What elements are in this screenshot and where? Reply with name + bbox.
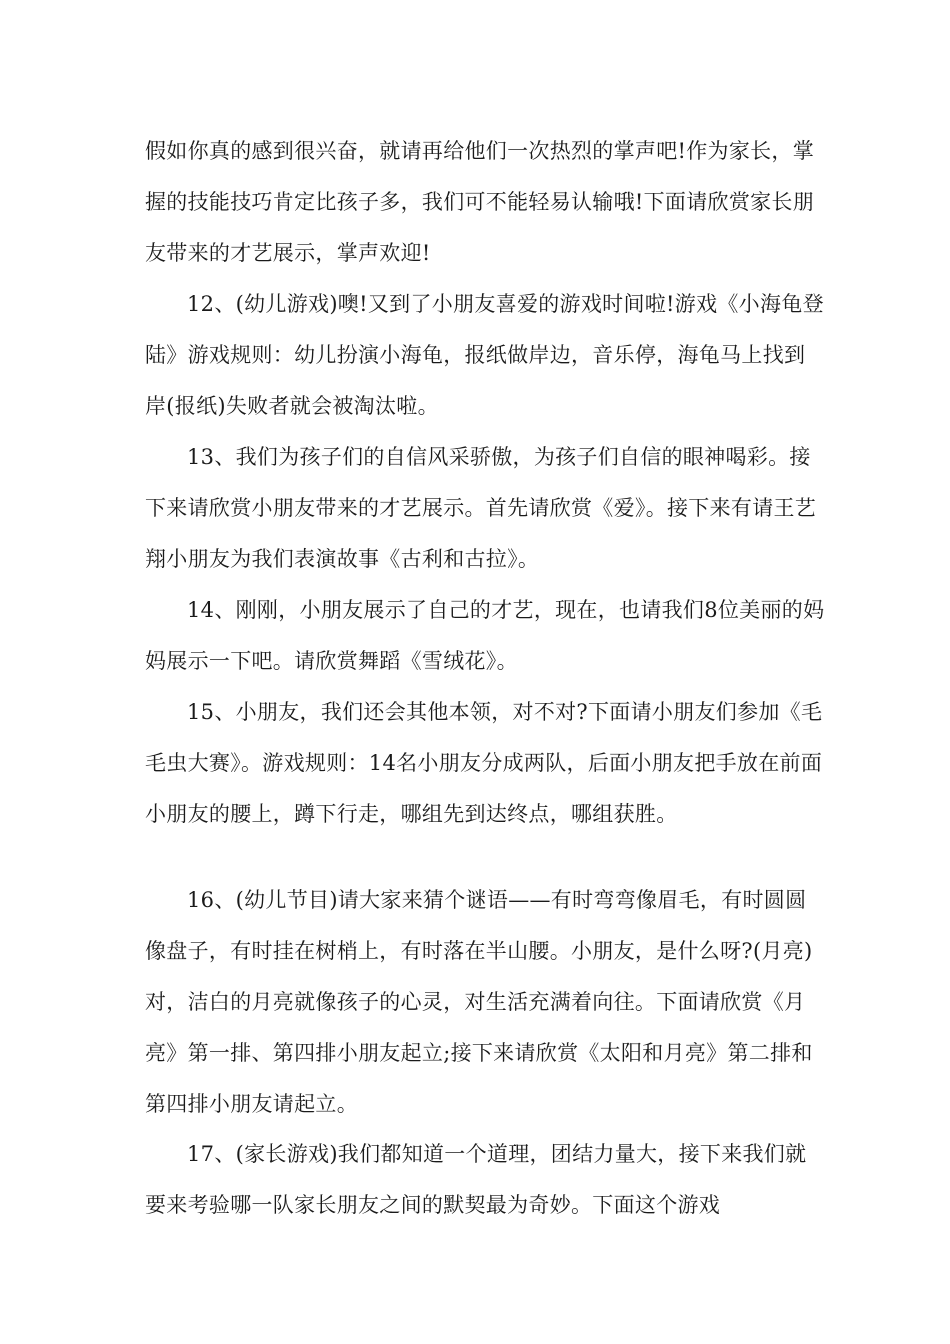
paragraph-item-15: 15、小朋友，我们还会其他本领，对不对?下面请小朋友们参加《毛毛虫大赛》。游戏规则：14名小朋友分成两队，后面小朋友把手放在前面小朋友的腰上，蹲下行走，哪组先到达终点，哪组获胜。 [145,700,823,826]
paragraph-item-12: 12、(幼儿游戏)噢!又到了小朋友喜爱的游戏时间啦!游戏《小海龟登陆》游戏规则：幼儿扮演小海龟，报纸做岸边，音乐停，海龟马上找到岸(报纸)失败者就会被淘汰啦。 [145,292,824,418]
paragraph-item-14: 14、刚刚，小朋友展示了自己的才艺，现在，也请我们8位美丽的妈妈展示一下吧。请欣赏舞蹈《雪绒花》。 [145,598,825,673]
paragraph-continuation: 假如你真的感到很兴奋，就请再给他们一次热烈的掌声吧!作为家长，掌握的技能技巧肯定比孩子多，我们可不能轻易认输哦!下面请欣赏家长朋友带来的才艺展示，掌声欢迎! [145,139,815,265]
paragraph-item-17: 17、(家长游戏)我们都知道一个道理，团结力量大，接下来我们就要来考验哪一队家长朋友之间的默契最为奇妙。下面这个游戏 [145,1142,807,1217]
paragraph-item-16: 16、(幼儿节目)请大家来猜个谜语——有时弯弯像眉毛，有时圆圆像盘子，有时挂在树梢上，有时落在半山腰。小朋友，是什么呀?(月亮)对，洁白的月亮就像孩子的心灵，对生活充满着向往。下面请欣赏《月亮》第一排、第四排小朋友起立;接下来请欣赏《太阳和月亮》第二排和第四排小朋友请起立。 [145,888,813,1116]
paragraph-item-13: 13、我们为孩子们的自信风采骄傲，为孩子们自信的眼神喝彩。接下来请欣赏小朋友带来的才艺展示。首先请欣赏《爱》。接下来有请王艺翔小朋友为我们表演故事《古利和古拉》。 [145,445,817,571]
